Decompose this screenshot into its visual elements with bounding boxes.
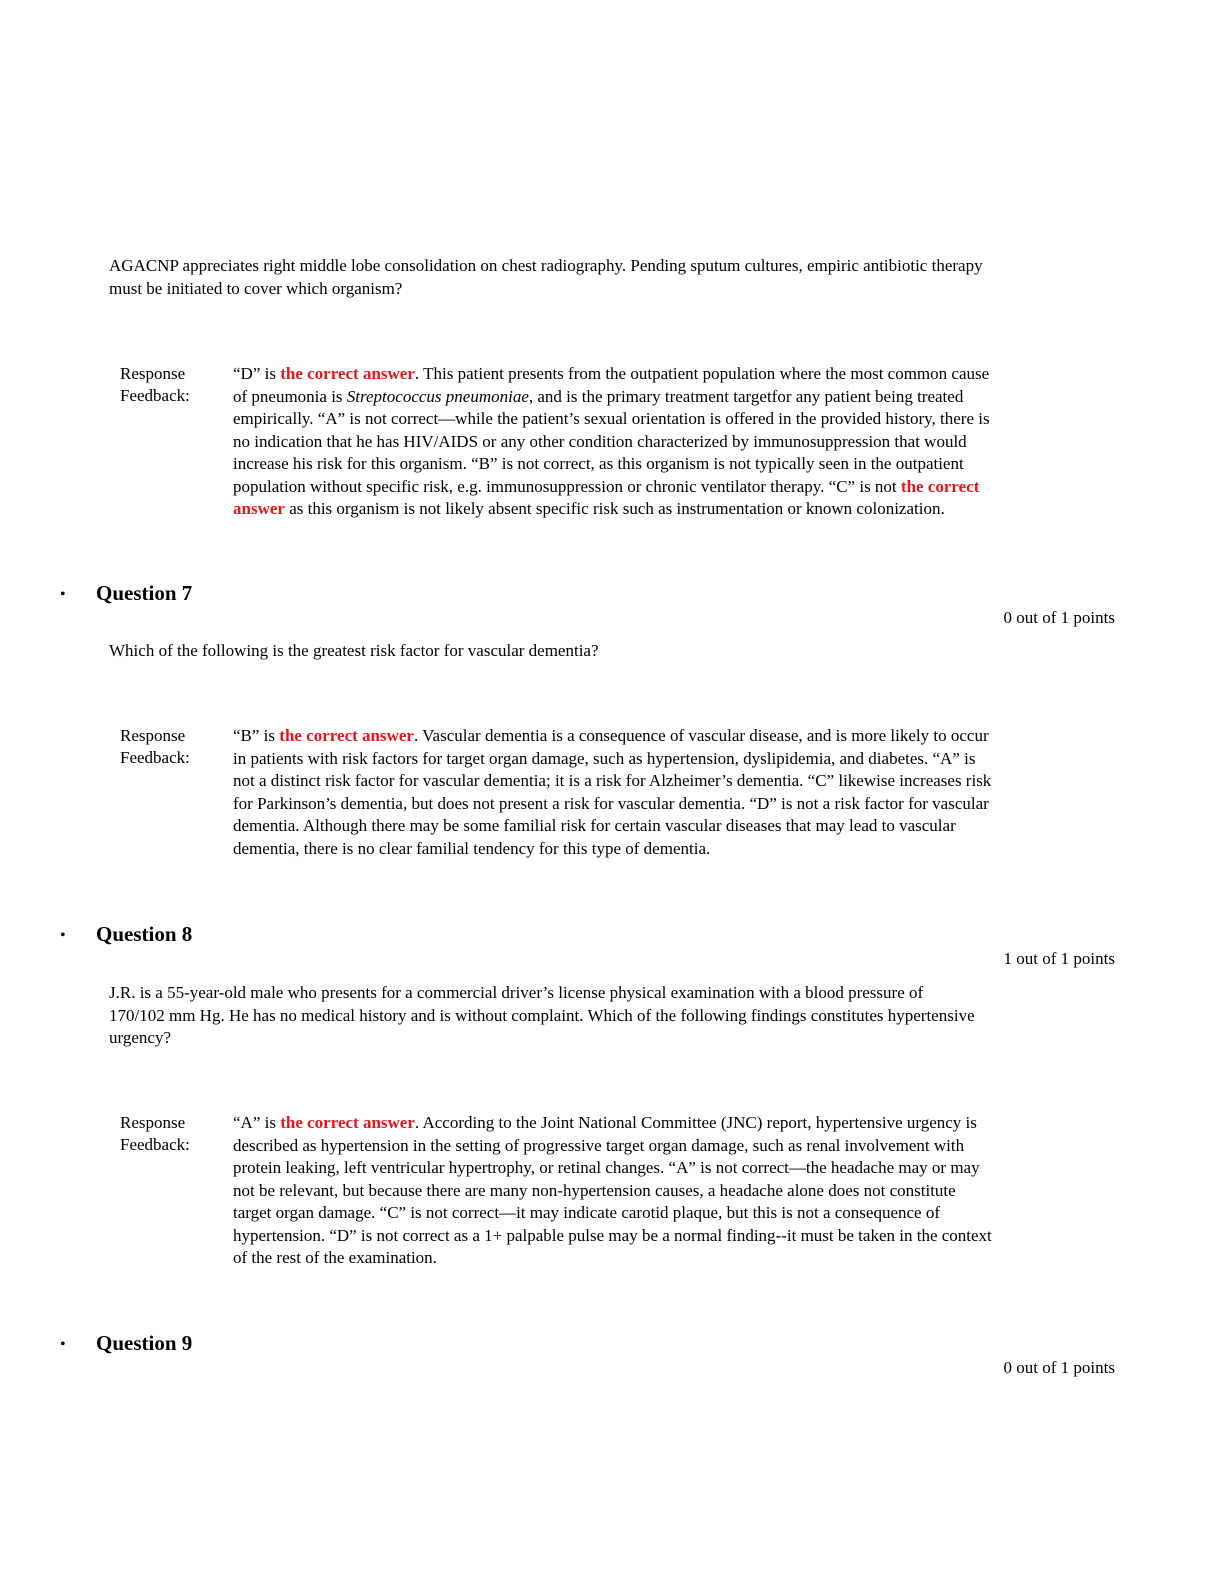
label-line-1: Response xyxy=(120,726,186,745)
correct-answer-highlight: the correct answer xyxy=(279,726,414,745)
feedback-text: “A” is xyxy=(233,1113,281,1132)
correct-answer-highlight: the correct answer xyxy=(280,364,415,383)
feedback-text: , and is the primary treatment targetfor any patient being treated empirically. “A” is not correct—while the patient’s sexual orientation is offered in the provided history, there is no indication that he has HIV/AIDS or any other condition characterized by immunosuppression that would increase his risk for this organism. “B” is not correct, as this organism is not typically seen in the outpatient population without specific risk, e.g. immunosuppression or chronic ventilator therapy. “C” is not xyxy=(233,386,990,496)
response-feedback-label xyxy=(120,725,220,769)
question-7-heading: Question 7 xyxy=(96,581,193,605)
response-feedback-label xyxy=(120,1112,220,1156)
feedback-text: “D” is xyxy=(233,364,281,383)
label-line-2: Feedback: xyxy=(120,748,190,767)
bullet-icon: • xyxy=(60,1336,66,1353)
question-7-text: Which of the following is the greatest risk factor for vascular dementia? xyxy=(109,641,599,660)
label-line-2: Feedback: xyxy=(120,386,190,405)
question-8-text: J.R. is a 55-year-old male who presents for a commercial driver’s license physical examination with a blood pressure of 170/102 mm Hg. He has no medical history and is without complaint. Which of the following findings constitutes hypertensive urgency? xyxy=(109,983,975,1047)
label-line-1: Response xyxy=(120,364,186,383)
question-8-heading: Question 8 xyxy=(96,922,193,946)
question-7-points: 0 out of 1 points xyxy=(1003,608,1115,627)
bullet-icon: • xyxy=(60,927,66,944)
feedback-text: . Vascular dementia is a consequence of vascular disease, and is more likely to occur in patients with risk factors for target organ damage, such as hypertension, dyslipidemia, and diabetes. “A” is not a distinct risk factor for vascular dementia; it is a risk for Alzheimer’s dementia. “C” likewise increases risk for Parkinson’s dementia, but does not present a risk for vascular dementia. “D” is not a risk factor for vascular dementia. Although there may be some familial risk for certain vascular diseases that may lead to vascular dementia, there is no clear familial tendency for this type of dementia. xyxy=(233,726,992,858)
response-feedback-text xyxy=(233,1112,993,1270)
response-feedback-label xyxy=(120,363,220,407)
feedback-text: “B” is xyxy=(233,726,280,745)
correct-answer-highlight: the correct answer xyxy=(280,1113,415,1132)
bullet-icon: • xyxy=(60,586,66,603)
label-line-2: Feedback: xyxy=(120,1135,190,1154)
question-6-text: AGACNP appreciates right middle lobe consolidation on chest radiography. Pending sputum cultures, empiric antibiotic therapy must be initiated to cover which organism? xyxy=(109,256,983,298)
feedback-text: . According to the Joint National Committee (JNC) report, hypertensive urgency is described as hypertension in the setting of progressive target organ damage, such as renal involvement with protein leaking, left ventricular hypertrophy, or retinal changes. “A” is not correct—the headache may or may not be relevant, but because there are many non-hypertension causes, a headache alone does not constitute target organ damage. “C” is not correct—it may indicate carotid plaque, but this is not a consequence of hypertension. “D” is not correct as a 1+ palpable pulse may be a normal finding--it must be taken in the context of the rest of the examination. xyxy=(233,1113,992,1267)
label-line-1: Response xyxy=(120,1113,186,1132)
response-feedback-text xyxy=(233,725,993,860)
question-9-heading: Question 9 xyxy=(96,1331,193,1355)
question-9-points: 0 out of 1 points xyxy=(1003,1358,1115,1377)
feedback-text: . This patient presents from the outpatient population where the most common cause of pneumonia is xyxy=(233,364,990,406)
response-feedback-text xyxy=(233,363,993,521)
question-8-points: 1 out of 1 points xyxy=(1003,949,1115,968)
correct-answer-highlight: the correct answer xyxy=(233,476,980,518)
organism-name: Streptococcus pneumoniae xyxy=(346,386,529,406)
feedback-text: as this organism is not likely absent specific risk such as instrumentation or known colonization. xyxy=(284,499,945,518)
